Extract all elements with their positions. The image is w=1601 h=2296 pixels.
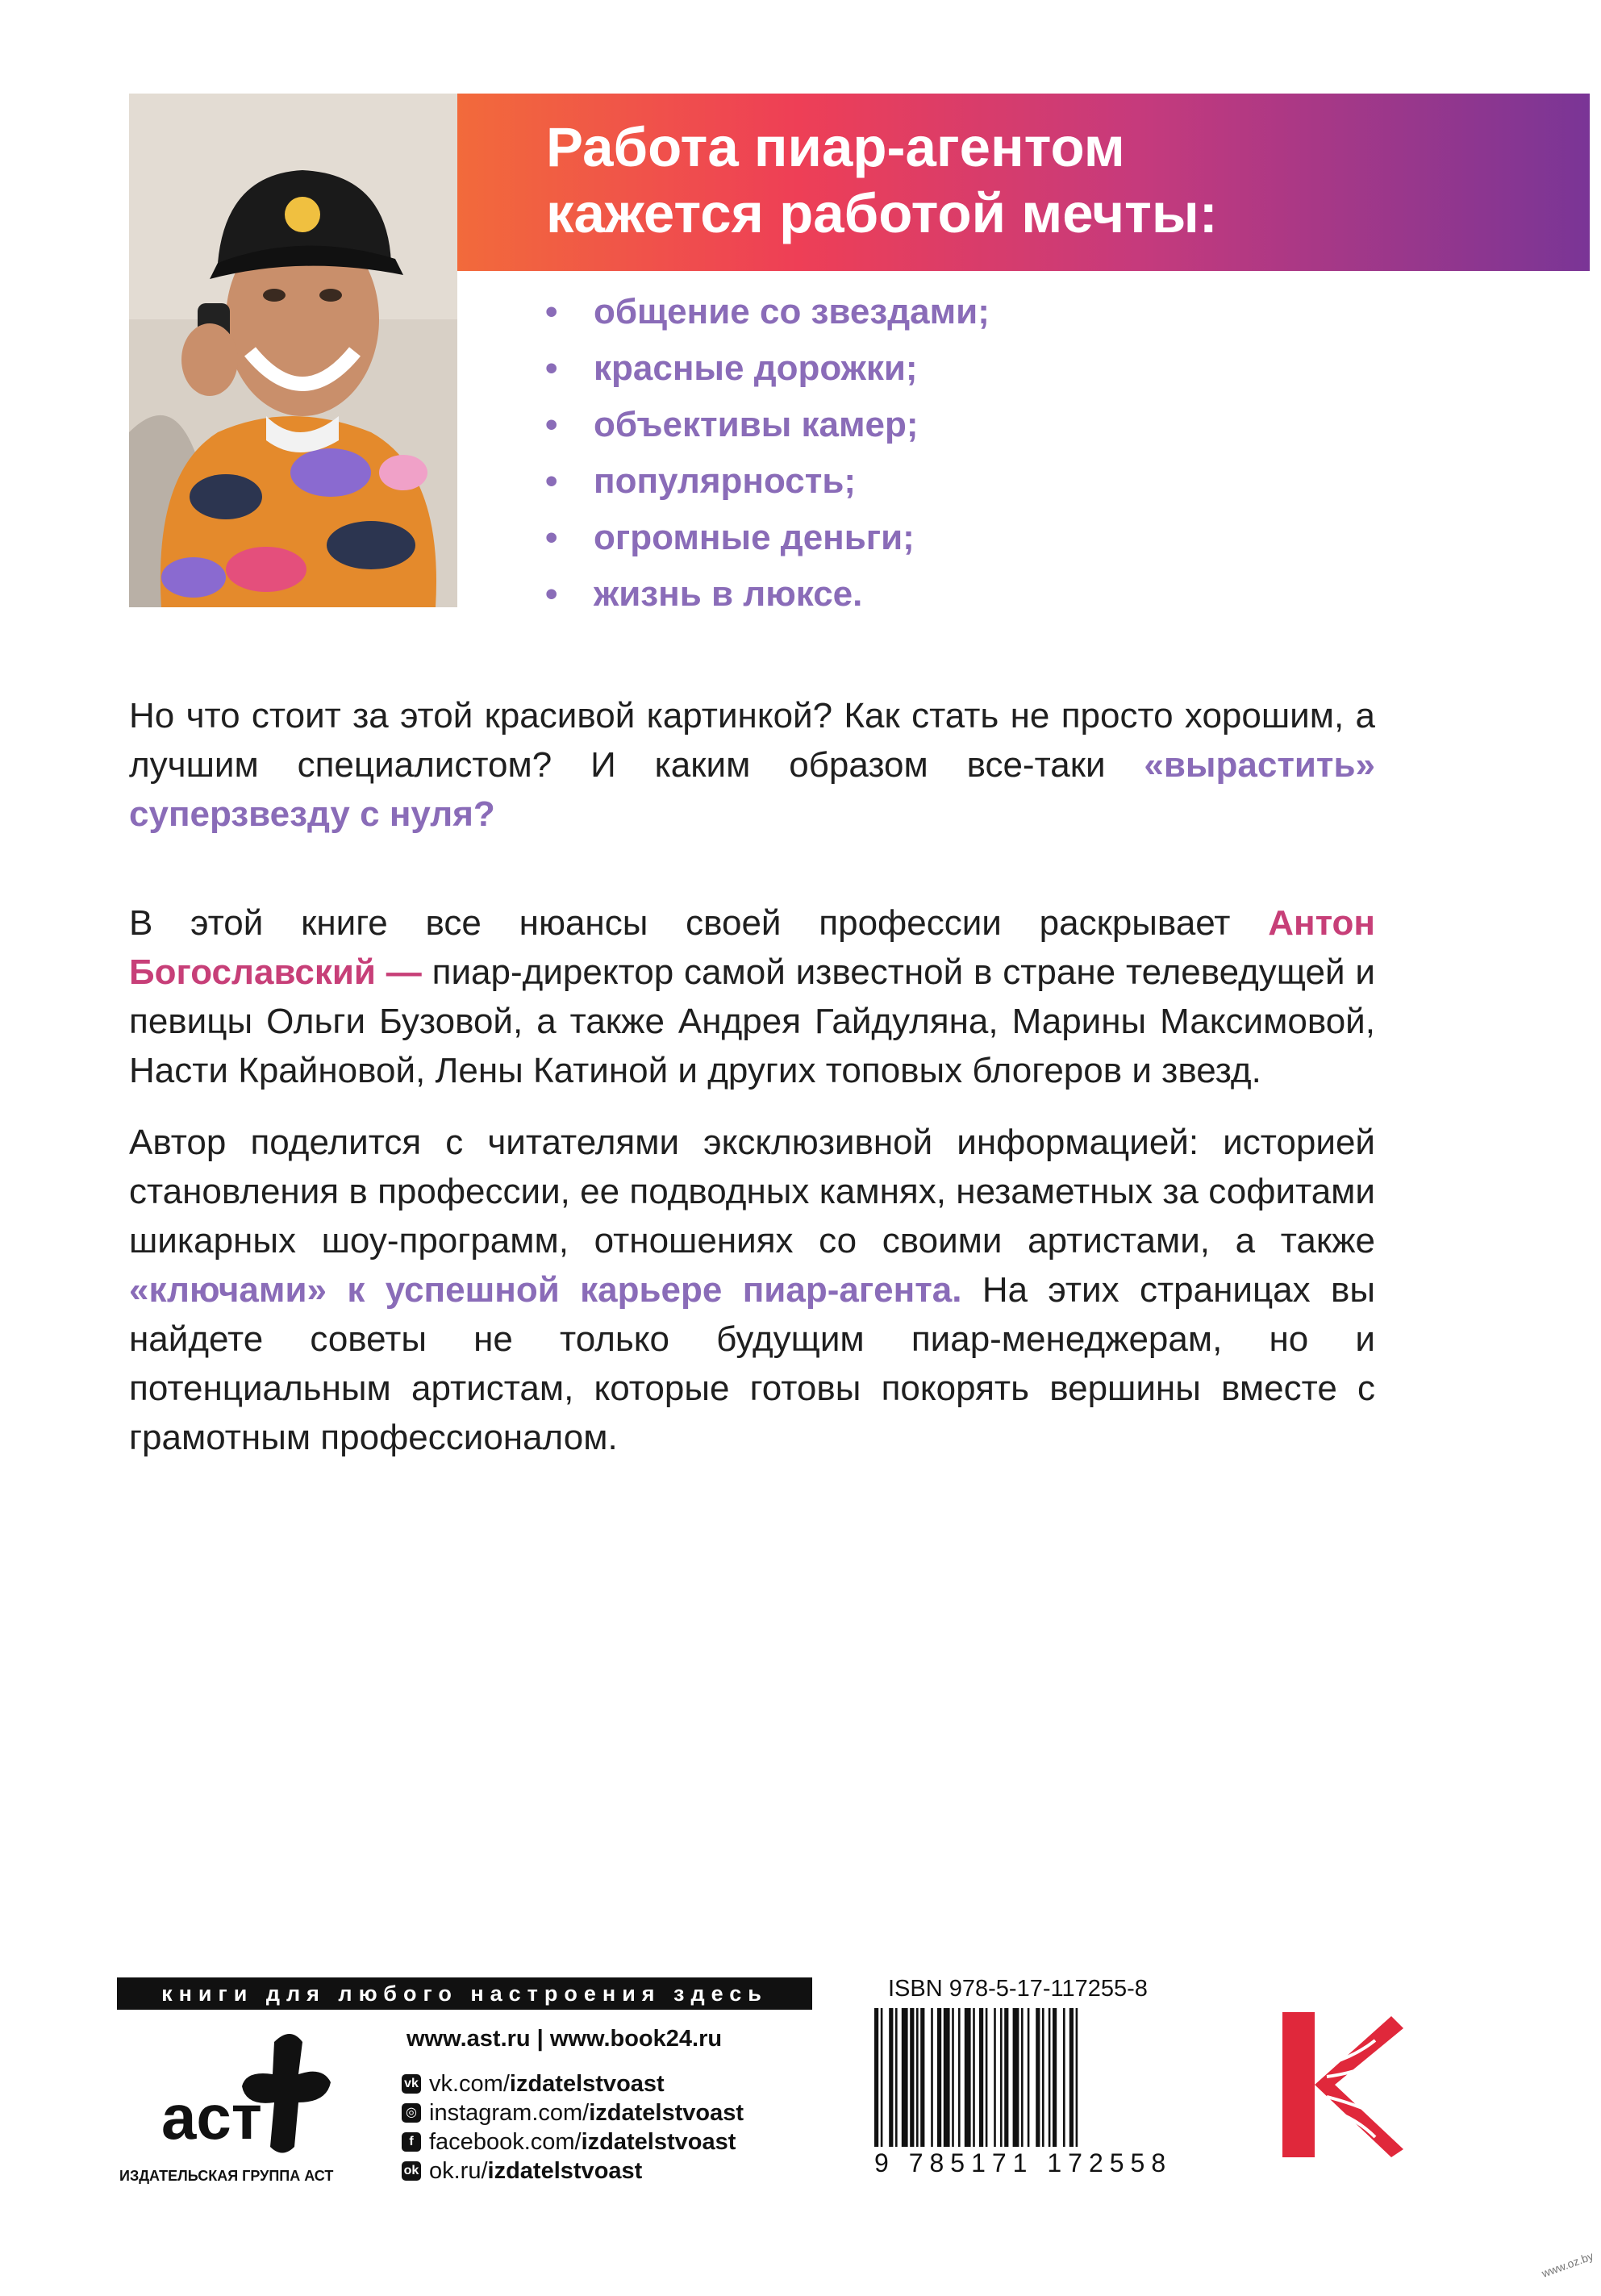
ast-logo <box>153 2026 339 2163</box>
publisher-caption: ИЗДАТЕЛЬСКАЯ ГРУППА АСТ <box>119 2168 334 2184</box>
social-link-ok[interactable]: ok ok.ru/ izdatelstvoast <box>402 2156 744 2186</box>
author-name: Антон Богославский — <box>129 903 1375 992</box>
list-item: • общение со звездами; <box>542 284 990 340</box>
odnoklassniki-icon: ok <box>402 2161 421 2181</box>
list-item: • жизнь в люксе. <box>542 566 990 623</box>
barcode-number: 9 785171 172558 <box>871 2148 1175 2178</box>
bullet-icon: • <box>545 292 558 331</box>
publisher-websites[interactable]: www.ast.ru | www.book24.ru <box>407 2026 723 2052</box>
ast-logo-text: аст <box>161 2081 262 2152</box>
author-photo <box>129 94 457 607</box>
bullet-icon: • <box>545 574 558 614</box>
headline-line-2: кажется работой мечты: <box>546 182 1218 244</box>
bullet-icon: • <box>545 461 558 501</box>
bullet-icon: • <box>545 405 558 444</box>
k-book-logo <box>1278 2008 1407 2161</box>
barcode <box>869 2008 1152 2166</box>
isbn-label: ISBN 978-5-17-117255-8 <box>888 1976 1148 2002</box>
social-links <box>402 2069 744 2186</box>
bullet-icon: • <box>545 348 558 388</box>
headline-banner <box>457 94 1590 271</box>
list-item: • популярность; <box>542 453 990 510</box>
content-paragraph: Автор поделится с читателями эксклюзивной информацией: историей становления в профессии, ее подводных камнях, незаметных за софитами шикарных шоу-программ, отношениях со своими артистами, а также «ключами» к успешной карьере пиар-агента. На этих страницах вы найдете советы не только будущим пиар-менеджерам, но и потенциальным артистам, которые готовы покорять вершины вместе с грамотным профессионалом. <box>129 1123 1375 1457</box>
social-link-instagram[interactable]: ◎ instagram.com/ izdatelstvoast <box>402 2098 744 2127</box>
intro-highlight: «вырастить» суперзвезду с нуля? <box>129 745 1375 834</box>
vk-icon: vk <box>402 2074 421 2094</box>
dream-job-list <box>542 284 990 623</box>
headline-title <box>546 115 1218 247</box>
content-highlight: «ключами» к успешной карьере пиар-агента. <box>129 1270 962 1310</box>
list-item: • объективы камер; <box>542 397 990 453</box>
social-link-vk[interactable]: vk vk.com/ izdatelstvoast <box>402 2069 744 2098</box>
social-link-facebook[interactable]: f facebook.com/ izdatelstvoast <box>402 2127 744 2156</box>
intro-paragraph: Но что стоит за этой красивой картинкой? Как стать не просто хорошим, а лучшим специалистом? И каким образом все-таки «вырастить» суперзвезду с нуля? <box>129 696 1375 834</box>
list-item: • огромные деньги; <box>542 510 990 566</box>
instagram-icon: ◎ <box>402 2103 421 2123</box>
author-paragraph: В этой книге все нюансы своей профессии раскрывает Антон Богославский — пиар-директор самой известной в стране телеведущей и певицы Ольги Бузовой, а также Андрея Гайдуляна, Марины Максимовой, Насти Крайновой, Лены Катиной и других топовых блогеров и звезд. <box>129 903 1375 1090</box>
bullet-icon: • <box>545 518 558 557</box>
watermark: www.oz.by <box>1540 2249 1595 2280</box>
facebook-icon: f <box>402 2132 421 2152</box>
publisher-tagline: книги для любого настроения здесь <box>117 1977 812 2010</box>
headline-line-1: Работа пиар-агентом <box>546 116 1125 178</box>
list-item: • красные дорожки; <box>542 340 990 397</box>
